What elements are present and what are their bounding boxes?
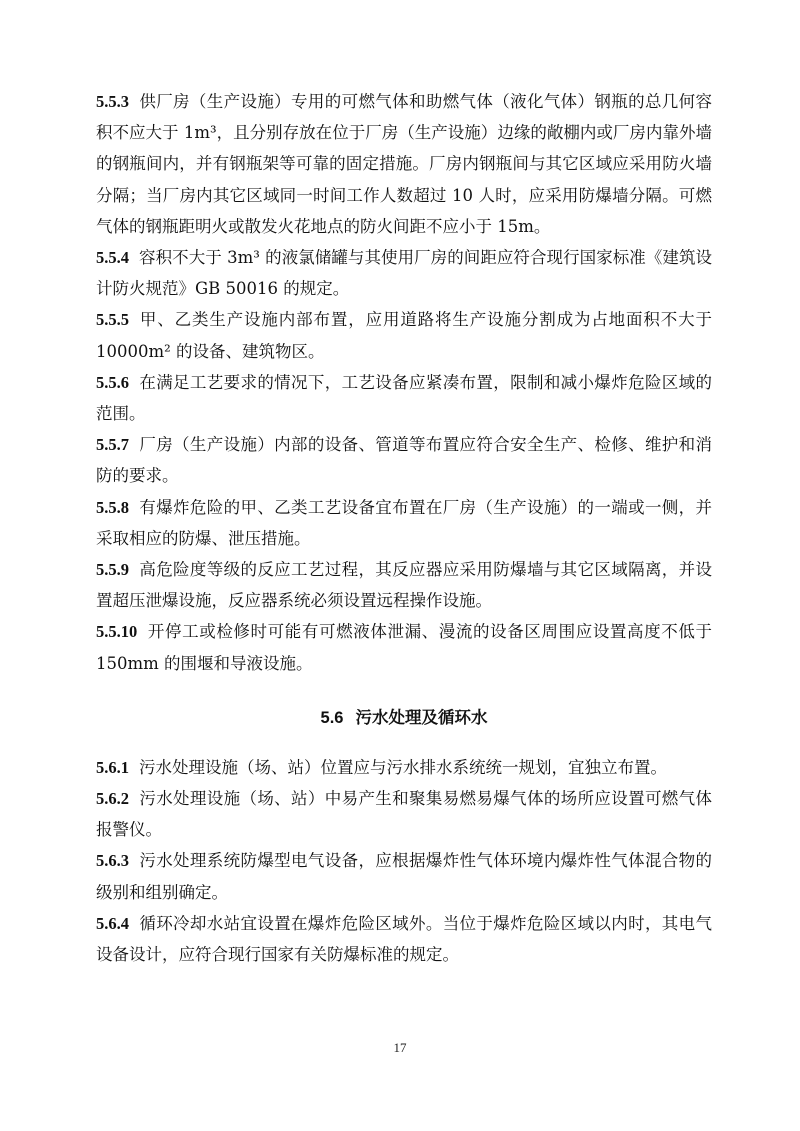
clause-text: 甲、乙类生产设施内部布置，应用道路将生产设施分割成为占地面积不大于 10000m² 的设备、建筑物区。 (96, 310, 712, 361)
clause-number: 5.6.1 (96, 757, 129, 777)
clause-number: 5.6.4 (96, 913, 129, 933)
page-number: 17 (393, 1040, 407, 1055)
clause-text: 污水处理设施（场、站）位置应与污水排水系统统一规划，宜独立布置。 (139, 757, 667, 777)
page-content (96, 86, 712, 970)
clause-5-5-4 (96, 242, 712, 304)
section-title: 污水处理及循环水 (355, 707, 488, 727)
clause-number: 5.6.2 (96, 789, 129, 809)
clause-text: 有爆炸危险的甲、乙类工艺设备宜布置在厂房（生产设施）的一端或一侧，并采取相应的防爆、泄压措施。 (96, 497, 712, 548)
clause-number: 5.5.5 (96, 310, 129, 330)
clause-5-5-8 (96, 492, 712, 554)
clause-number: 5.5.9 (96, 560, 129, 580)
clause-text: 循环冷却水站宜设置在爆炸危险区域外。当位于爆炸危险区域以内时，其电气设备设计，应符合现行国家有关防爆标准的规定。 (96, 913, 712, 965)
clause-number: 5.5.10 (96, 622, 138, 642)
clause-number: 5.5.4 (96, 248, 129, 268)
clause-text: 污水处理系统防爆型电气设备，应根据爆炸性气体环境内爆炸性气体混合物的级别和组别确定。 (96, 851, 712, 902)
clause-5-6-1 (96, 752, 712, 783)
clause-5-5-10 (96, 616, 712, 678)
clause-5-6-4 (96, 908, 712, 970)
clause-text: 供厂房（生产设施）专用的可燃气体和助燃气体（液化气体）钢瓶的总几何容积不应大于 1m³，且分别存放在位于厂房（生产设施）边缘的敞棚内或厂房内靠外墙的钢瓶间内，并有钢瓶架等可靠的固定措施。厂房内钢瓶间与其它区域应采用防火墙分隔；当厂房内其它区域同一时间工作人数超过 10 人时，应采用防爆墙分隔。可燃气体的钢瓶距明火或散发火花地点的防火间距不应小于 15m。 (96, 92, 712, 236)
clause-number: 5.5.8 (96, 497, 129, 517)
section-5-5-clauses (96, 86, 712, 679)
clause-number: 5.5.3 (96, 92, 129, 111)
clause-5-6-3 (96, 845, 712, 907)
clause-number: 5.6.3 (96, 851, 129, 871)
clause-5-5-9 (96, 554, 712, 616)
section-heading-5-6 (96, 703, 712, 733)
clause-number: 5.5.7 (96, 435, 129, 455)
clause-text: 厂房（生产设施）内部的设备、管道等布置应符合安全生产、检修、维护和消防的要求。 (96, 435, 712, 486)
clause-5-6-2 (96, 783, 712, 845)
clause-text: 容积不大于 3m³ 的液氯储罐与其使用厂房的间距应符合现行国家标准《建筑设计防火规范》GB 50016 的规定。 (96, 248, 712, 299)
clause-text: 在满足工艺要求的情况下，工艺设备应紧凑布置，限制和减小爆炸危险区域的范围。 (96, 372, 712, 424)
clause-text: 污水处理设施（场、站）中易产生和聚集易燃易爆气体的场所应设置可燃气体报警仪。 (96, 789, 712, 840)
clause-5-5-7 (96, 429, 712, 491)
clause-5-5-6 (96, 367, 712, 429)
clause-number: 5.5.6 (96, 372, 129, 392)
clause-5-5-5 (96, 304, 712, 366)
section-number: 5.6 (320, 708, 344, 727)
section-5-6-clauses (96, 752, 712, 970)
clause-5-5-3 (96, 86, 712, 242)
clause-text: 高危险度等级的反应工艺过程，其反应器应采用防爆墙与其它区域隔离，并设置超压泄爆设施，反应器系统必须设置远程操作设施。 (96, 560, 712, 611)
clause-text: 开停工或检修时可能有可燃液体泄漏、漫流的设备区周围应设置高度不低于 150mm 的围堰和导液设施。 (96, 622, 712, 673)
